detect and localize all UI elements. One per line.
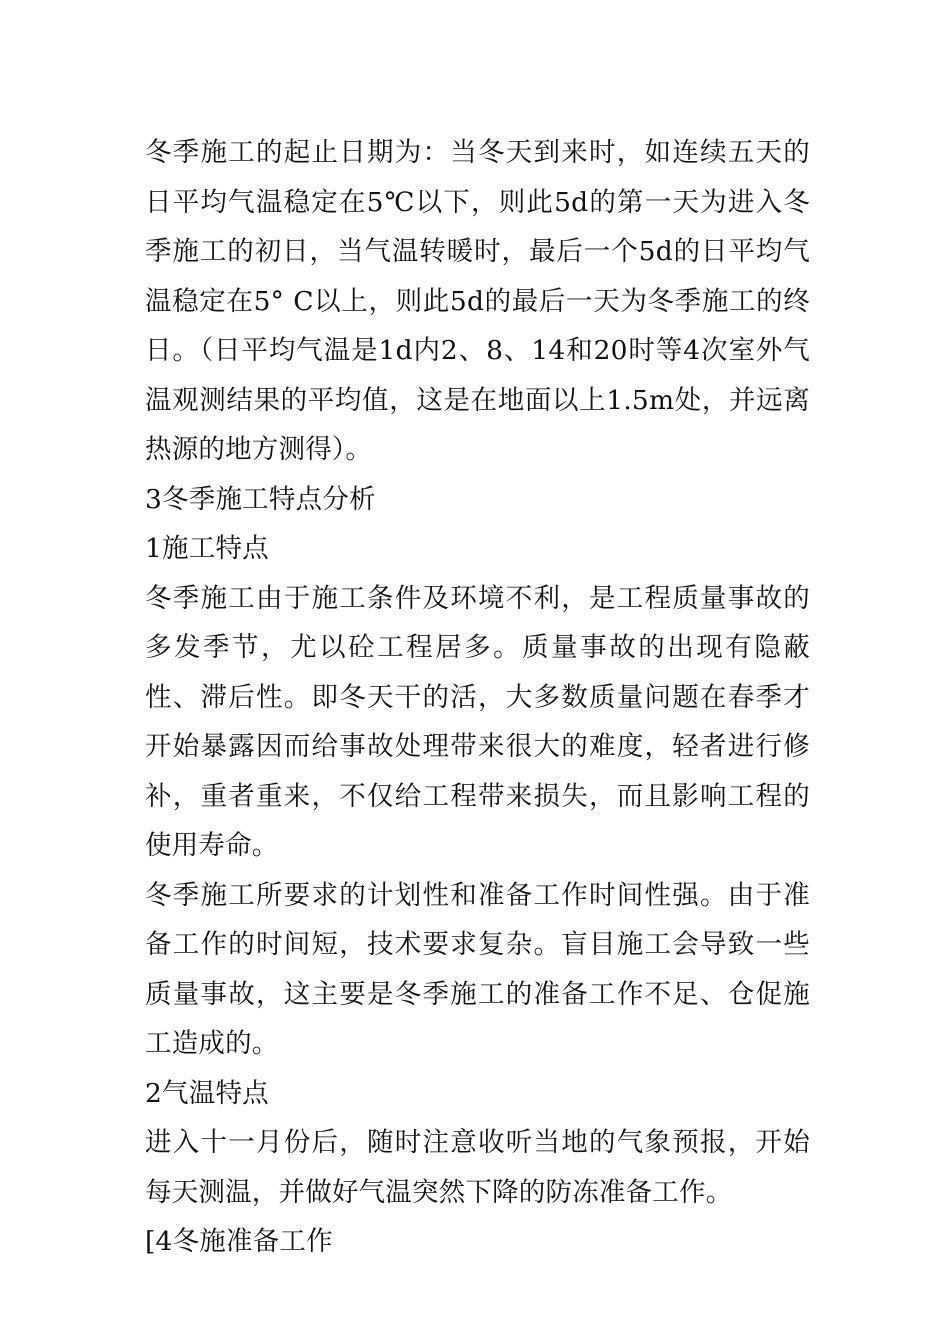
- section-heading-winter-analysis: 3冬季施工特点分析: [145, 483, 376, 515]
- paragraph-planning-preparation: 冬季施工所要求的计划性和准备工作时间性强。由于准备工作的时间短，技术要求复杂。盲目施工会导致一些质量事故，这主要是冬季施工的准备工作不足、仓促施工造成的。: [145, 879, 810, 1059]
- paragraph-winter-construction-dates: 冬季施工的起止日期为：当冬天到来时，如连续五天的日平均气温稳定在5℃以下，则此5d的第一天为进入冬季施工的初日，当气温转暖时，最后一个5d的日平均气温稳定在5° C以上，则此5d的最后一天为冬季施工的终日。（日平均气温是1d内2、8、14和20时等4次室外气温观测结果的平均值，这是在地面以上1.5m处，并远离热源的地方测得）。: [145, 137, 810, 465]
- section-heading-winter-preparation: [4冬施准备工作: [145, 1226, 333, 1257]
- document-body: [145, 128, 810, 1267]
- paragraph-weather-monitoring: 进入十一月份后，随时注意收听当地的气象预报，开始每天测温，并做好气温突然下降的防冻准备工作。: [145, 1127, 810, 1208]
- paragraph-quality-accidents: 冬季施工由于施工条件及环境不利，是工程质量事故的多发季节，尤以砼工程居多。质量事故的出现有隐蔽性、滞后性。即冬天干的活，大多数质量问题在春季才开始暴露因而给事故处理带来很大的难度，轻者进行修补，重者重来，不仅给工程带来损失，而且影响工程的使用寿命。: [145, 582, 810, 861]
- subheading-temperature-features: 2气温特点: [145, 1077, 269, 1109]
- subheading-construction-features: 1施工特点: [145, 533, 269, 564]
